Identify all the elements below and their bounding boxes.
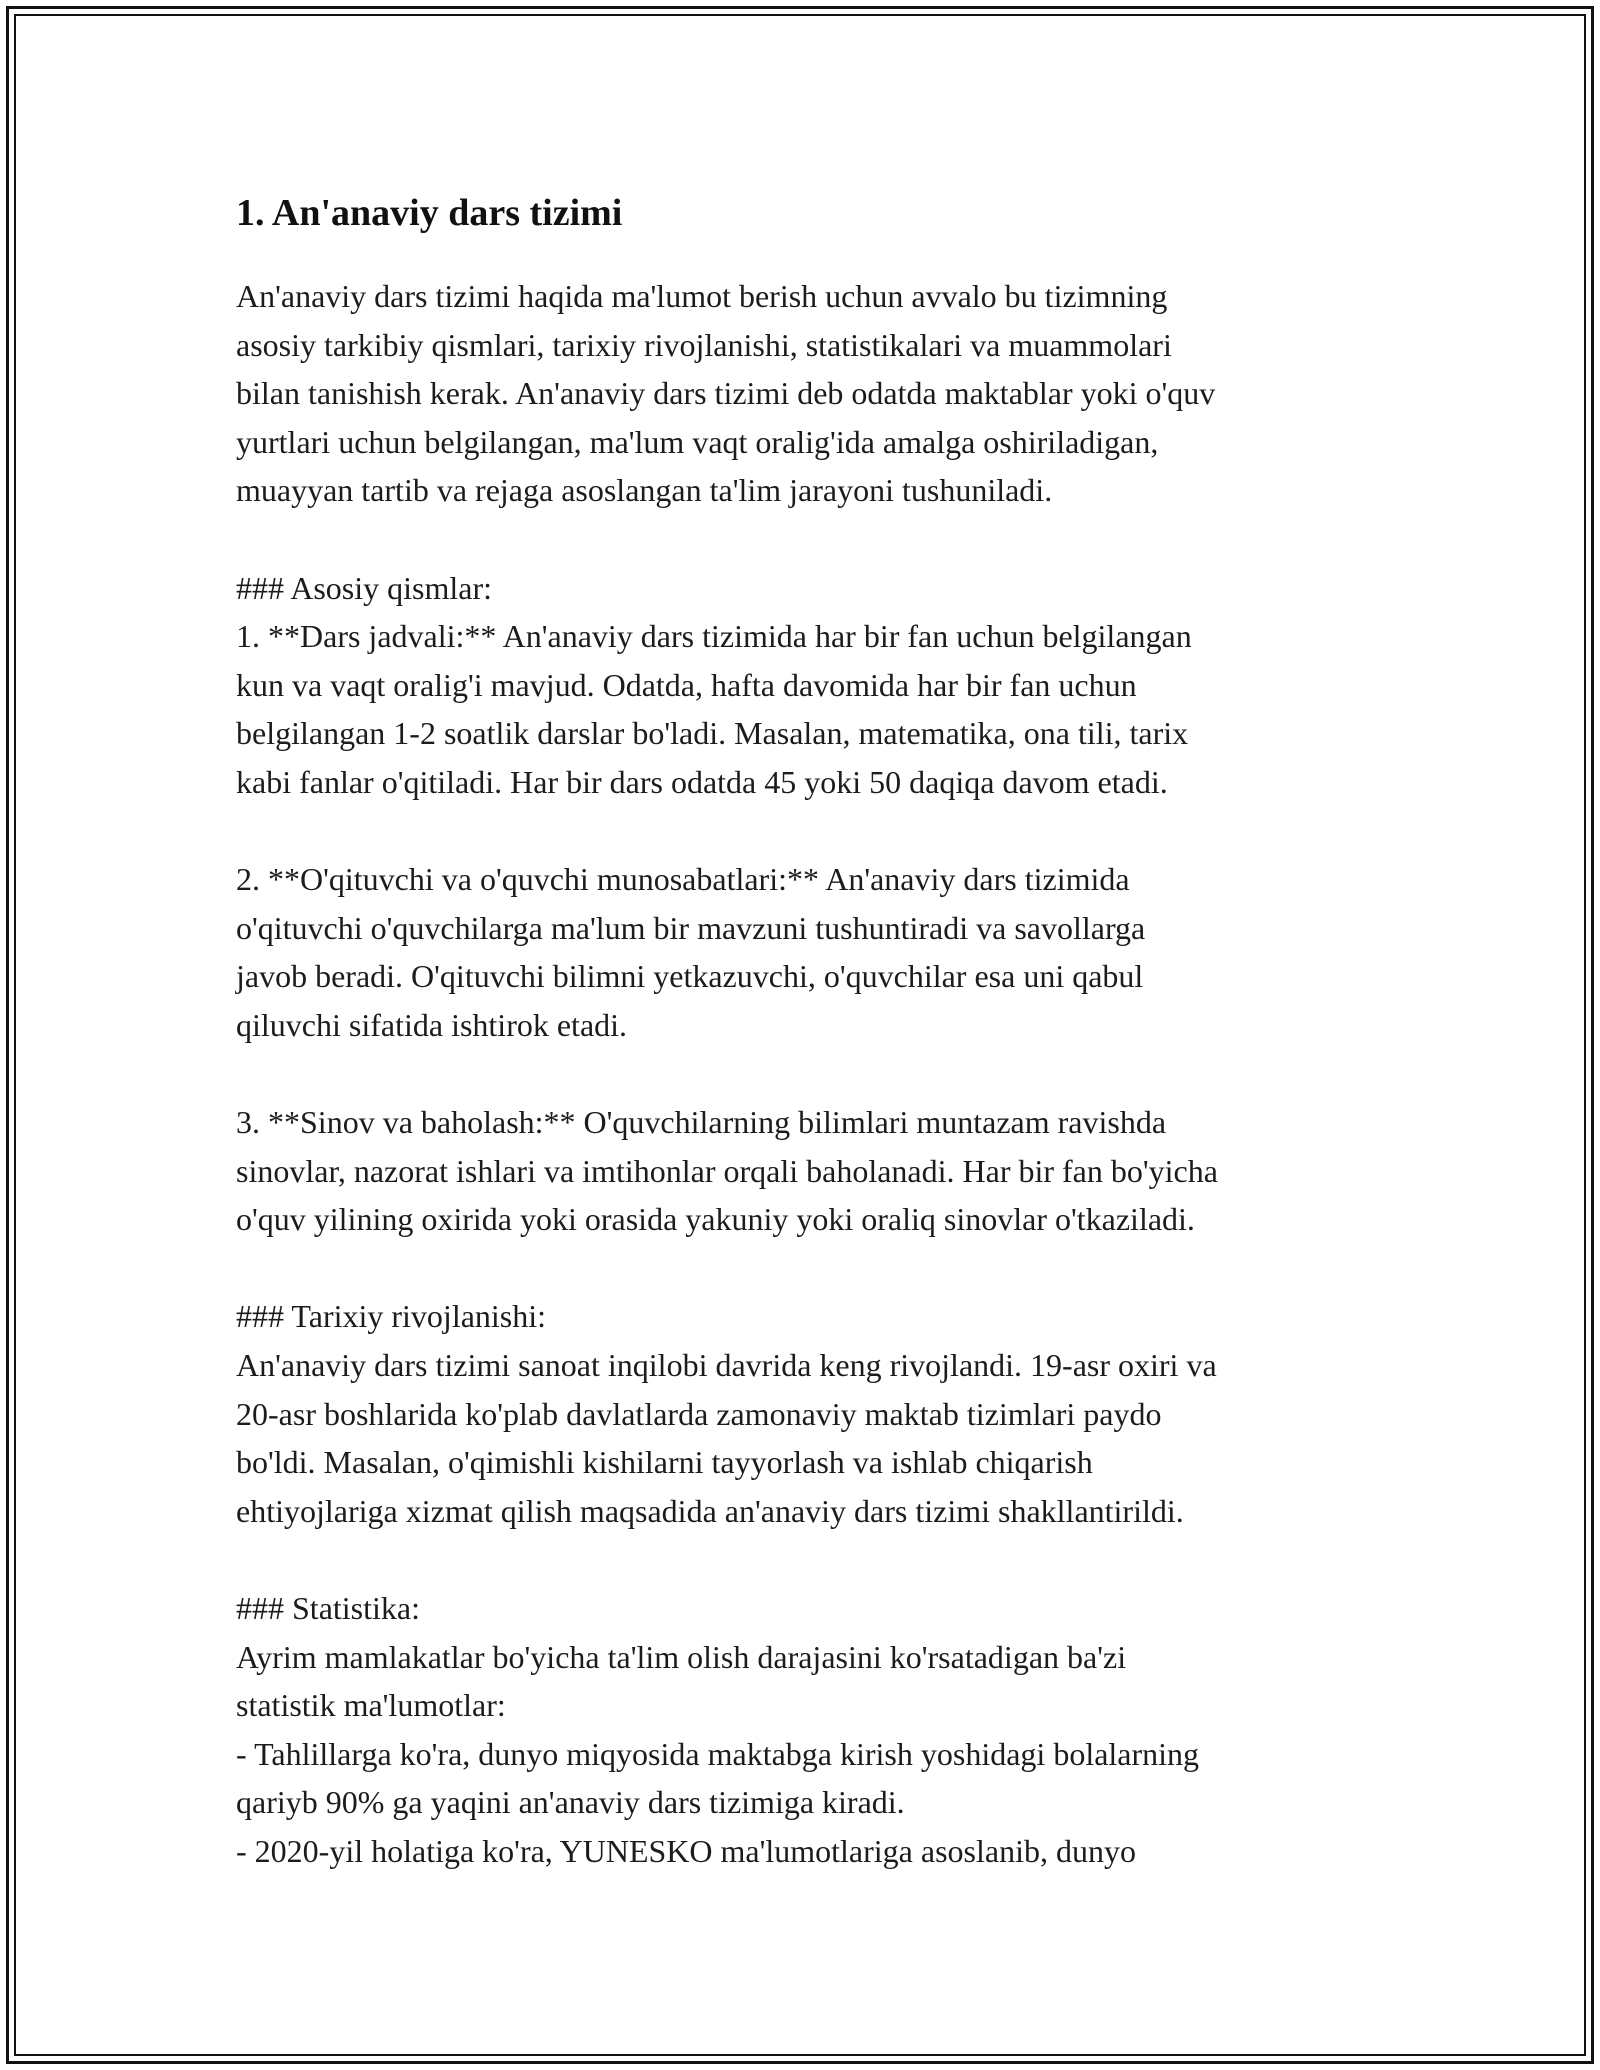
text-line: ### Statistika: [236,1590,420,1627]
text-line: - 2020-yil holatiga ko'ra, YUNESKO ma'lumotlariga asoslanib, dunyo [236,1833,1136,1869]
text-line: ### Tarixiy rivojlanishi: [236,1298,547,1335]
document-title: 1. An'anaviy dars tizimi [236,192,623,234]
blank-line [236,1535,1376,1584]
text-line: ehtiyojlariga xizmat qilish maqsadida an'anaviy dars tizimi shakllantirildi. [236,1492,1184,1529]
text-line: qiluvchi sifatida ishtirok etadi. [236,1006,628,1043]
text-line: asosiy tarkibiy qismlari, tarixiy rivojlanishi, statistikalari va muammolari [236,326,1172,363]
text-line: ### Asosiy qismlar: [236,569,493,606]
text-line: 3. **Sinov va baholash:** O'quvchilarning bilimlari muntazam ravishda [236,1104,1167,1141]
text-line: kabi fanlar o'qitiladi. Har bir dars odatda 45 yoki 50 daqiqa davom etadi. [236,763,1168,800]
text-line: yurtlari uchun belgilangan, ma'lum vaqt oralig'ida amalga oshiriladigan, [236,423,1159,460]
document-body [236,188,1376,1876]
text-line: kun va vaqt oralig'i mavjud. Odatda, hafta davomida har bir fan uchun [236,666,1137,703]
text-line: bilan tanishish kerak. An'anaviy dars tizimi deb odatda maktablar yoki o'quv [236,375,1216,412]
text-line: bo'ldi. Masalan, o'qimishli kishilarni tayyorlash va ishlab chiqarish [236,1444,1093,1481]
text-line: belgilangan 1-2 soatlik darslar bo'ladi. Masalan, matematika, ona tili, tarix [236,715,1189,752]
document-text [236,272,1376,1876]
text-line: o'qituvchi o'quvchilarga ma'lum bir mavzuni tushuntiradi va savollarga [236,909,1146,946]
blank-line [236,1050,1376,1099]
text-line: sinovlar, nazorat ishlari va imtihonlar orqali baholanadi. Har bir fan bo'yicha [236,1152,1218,1189]
text-line: qariyb 90% ga yaqini an'anaviy dars tizimiga kiradi. [236,1784,905,1821]
blank-line [236,1244,1376,1293]
text-line: An'anaviy dars tizimi sanoat inqilobi davrida keng rivojlandi. 19-asr oxiri va [236,1347,1217,1384]
text-line: Ayrim mamlakatlar bo'yicha ta'lim olish darajasini ko'rsatadigan ba'zi [236,1638,1127,1675]
text-line: o'quv yilining oxirida yoki orasida yakuniy yoki oraliq sinovlar o'tkaziladi. [236,1201,1195,1238]
text-line: 20-asr boshlarida ko'plab davlatlarda zamonaviy maktab tizimlari paydo [236,1395,1162,1432]
text-line: An'anaviy dars tizimi haqida ma'lumot berish uchun avvalo bu tizimning [236,278,1168,314]
text-line: 2. **O'qituvchi va o'quvchi munosabatlari:** An'anaviy dars tizimida [236,861,1130,898]
text-line: statistik ma'lumotlar: [236,1687,506,1724]
text-line: javob beradi. O'qituvchi bilimni yetkazuvchi, o'quvchilar esa uni qabul [236,958,1144,995]
text-line: - Tahlillarga ko'ra, dunyo miqyosida maktabga kirish yoshidagi bolalarning [236,1735,1200,1772]
text-line: 1. **Dars jadvali:** An'anaviy dars tizimida har bir fan uchun belgilangan [236,618,1192,655]
blank-line [236,515,1376,564]
blank-line [236,807,1376,856]
text-line: muayyan tartib va rejaga asoslangan ta'lim jarayoni tushuniladi. [236,472,1053,509]
